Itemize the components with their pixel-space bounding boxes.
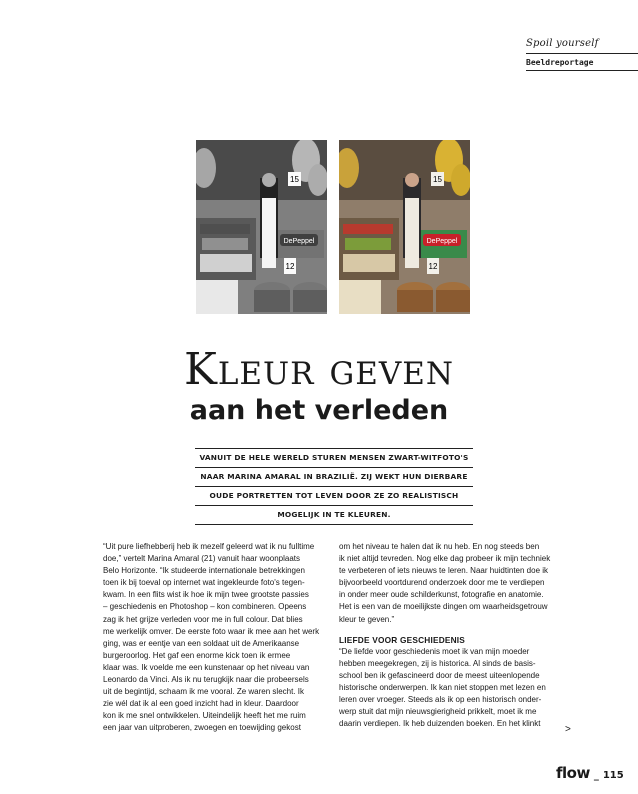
photo-sign-12: 12 [285,262,295,271]
body-line: “De liefde voor geschiedenis moet ik van mijn moeder [339,646,530,656]
market-stall-illustration [196,140,327,314]
photo-sign-12: 12 [428,262,438,271]
intro-line: NAAR MARINA AMARAL IN BRAZILIË. ZIJ WEKT HUN DIERBARE [195,467,473,486]
body-column-1 [103,541,324,735]
body-line: – geschiedenis en Photoshop – kon combineren. Opeens [103,602,307,612]
section-header [526,38,638,71]
photo-colorized [339,140,470,314]
body-line: Het is een van de moeilijkste dingen om waarheidsgetrouw [339,602,548,612]
body-line: burgeroorlog. Het gaf een enorme kick toen ik ermee [103,650,291,660]
body-line: “Uit pure liefhebberij heb ik mezelf geleerd wat ik nu fulltime [103,542,315,551]
body-line: doe,” vertelt Marina Amaral (21) vanuit haar woonplaats [103,554,300,564]
intro-line: OUDE PORTRETTEN TOT LEVEN DOOR ZE ZO REALISTISCH [195,486,473,505]
body-line: uit de begintijd, schaam ik me vooral. Ze waren slecht. Ik [103,687,304,697]
intro-line: MOGELIJK IN TE KLEUREN. [195,505,473,525]
body-line: kon ik me snel ontwikkelen. Uiteindelijk heeft het me ruim [103,711,306,721]
photo-brand-sign: DePeppel [283,238,315,245]
body-line: werp stuit dat mijn nieuwsgierigheid prikkelt, moet ik me [339,707,537,717]
body-line: ik niet altijd tevreden. Nog elke dag probeer ik mijn techniek [339,554,551,564]
body-line: in onder meer oude schilderkunst, fotografie en anatomie. [339,590,544,600]
category-label: Beeldreportage [526,54,638,71]
body-line: bijvoorbeeld voortdurend onderzoek door me te verdiepen [339,578,545,588]
body-line: Belo Horizonte. “Ik studeerde internationale betrekkingen [103,566,305,576]
section-subheading: LIEFDE VOOR GESCHIEDENIS [339,634,466,645]
photo-brand-sign: DePeppel [426,238,458,245]
article-subtitle: aan het verleden [189,395,449,426]
body-line: Leonardo da Vinci. Als ik nu terugkijk naar die probeersels [103,675,309,685]
body-line: kwam. In een flits wist ik hoe ik mijn twee grootste passies [103,590,309,600]
footer-separator: _ [593,770,599,781]
magazine-logo: flow [556,764,590,782]
page-footer [556,764,624,782]
continue-arrow-icon: > [565,724,571,735]
market-stall-illustration [339,140,470,314]
section-label: Spoil yourself [526,38,638,54]
body-line: me werkelijk omver. De eerste foto waar ik mee aan het werk [103,626,320,636]
photo-black-white [196,140,327,314]
body-line: een jaar van uitproberen, zwoegen en toewijding gekost [103,723,301,733]
photo-sign-15: 15 [290,175,299,184]
body-line: klaar was. Ik voelde me een kunstenaar op het niveau van [103,662,310,672]
body-line: zag ik het grijze verleden voor me in full colour. Dat blies [103,614,303,624]
intro-block [195,448,473,525]
body-line: toen ik bij toeval op internet wat ingekleurde foto's tegen- [103,578,305,588]
body-line: daarin verdiepen. Ik heb duizenden boeken. En het klinkt [339,719,541,729]
body-line: zie wél dat ik al een goed inzicht had in kleur. Daardoor [103,699,299,709]
article-title: Kleur geven [183,344,455,395]
body-line: te verbeteren of iets nieuws te leren. Naar huidtinten doe ik [339,566,549,576]
page-number: 115 [602,770,624,781]
body-line: ging, was er eentje van een soldaat uit de Amerikaanse [103,638,300,648]
photo-sign-15: 15 [433,175,442,184]
body-line: historische onderwerpen. Ik kan niet stoppen met lezen en [339,683,546,693]
body-line: om het niveau te halen dat ik nu heb. En nog steeds ben [339,542,540,551]
body-line: leren over vroeger. Steeds als ik op een historisch onder- [339,695,542,705]
body-column-2 [339,541,560,730]
body-line: school ben ik gefascineerd door de meest uiteenlopende [339,670,540,680]
intro-line: VANUIT DE HELE WERELD STUREN MENSEN ZWART-WITFOTO'S [195,448,473,467]
body-line: hebben meegekregen, zij is historica. Al sinds de basis- [339,658,536,668]
body-line: kleur te geven.” [339,614,395,624]
